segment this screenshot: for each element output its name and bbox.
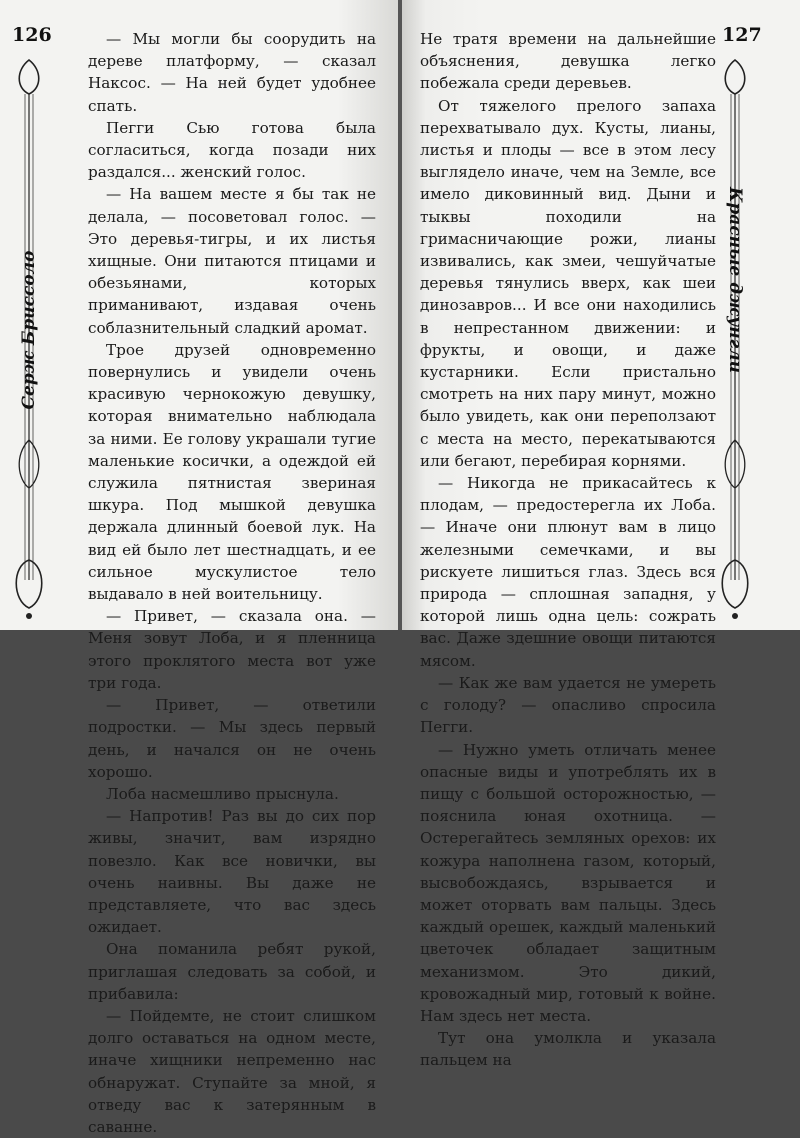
paragraph: — Привет, — ответили подростки. — Мы здесь первый день, и начался он не очень хорошо. bbox=[88, 696, 376, 781]
page-text-left bbox=[88, 28, 376, 1138]
running-title-right: Красные джунгли bbox=[725, 186, 745, 374]
paragraph: — Нужно уметь отличать менее опасные виды и употреблять их в пищу с большой осторожностью, — пояснила юная охотница. — Остерегайтесь земляных орехов: их кожура наполнена газом, который, высвобождаясь, взрывается и может оторвать вам пальцы. Здесь каждый орешек, каждый маленький цветочек обладает защитным механизмом. Это дикий, кровожадный мир, готовый к войне. Нам здесь нет места. bbox=[420, 740, 716, 1025]
paragraph: Тут она умолкла и указала пальцем на bbox=[420, 1029, 716, 1070]
ornament-border-left bbox=[8, 60, 50, 620]
paragraph: — Мы могли бы соорудить на дереве платформу, — сказал Наксос. — На ней будет удобнее спать. bbox=[88, 30, 376, 115]
paragraph: Лоба насмешливо прыснула. bbox=[106, 784, 339, 803]
paragraph: — Привет, — сказала она. — Меня зовут Лоба, и я пленница этого проклятого места вот уже три года. bbox=[88, 607, 376, 692]
paragraph: — На вашем месте я бы так не делала, — посоветовал голос. — Это деревья-тигры, и их листья хищные. Они питаются птицами и обезьянами, которых приманивают, издавая очень соблазнительный сладкий аромат. bbox=[88, 185, 376, 337]
ornament-border-right bbox=[714, 60, 756, 620]
page-number-right: 127 bbox=[722, 24, 762, 46]
paragraph: Не тратя времени на дальнейшие объяснения, девушка легко побежала среди деревьев. bbox=[420, 30, 716, 93]
page-text-right bbox=[420, 28, 716, 1072]
paragraph: От тяжелого прелого запаха перехватывало дух. Кусты, лианы, листья и плоды — все в этом лесу выглядело иначе, чем на Земле, все имело диковинный вид. Дыни и тыквы походили на гримасничающие рожи, лианы извивались, как змеи, чешуйчатые деревья тянулись вверх, как шеи динозавров... И все они находились в непрестанном движении: и фрукты, и овощи, и даже кустарники. Если пристально смотреть на них пару минут, можно было увидеть, как они переползают с места на место, перекатываются или бегают, перебирая корнями. bbox=[420, 96, 716, 470]
paragraph: — Пойдемте, не стоит слишком долго оставаться на одном месте, иначе хищники непременно нас обнаружат. Ступайте за мной, я отведу вас к затерянным в саванне. bbox=[88, 1006, 376, 1136]
paragraph: — Никогда не прикасайтесь к плодам, — предостерегла их Лоба. — Иначе они плюнут вам в лицо железными семечками, и вы рискуете лишиться глаз. Здесь вся природа — сплошная западня, у которой лишь одна цель: сожрать вас. Даже здешние овощи питаются мясом. bbox=[420, 474, 716, 670]
paragraph: — Как же вам удается не умереть с голоду? — опасливо спросила Пегги. bbox=[420, 673, 716, 737]
page-number-left: 126 bbox=[12, 24, 52, 46]
paragraph: Трое друзей одновременно повернулись и увидели очень красивую чернокожую девушку, которая внимательно наблюдала за ними. Ее голову украшали тугие маленькие косички, а одеждой ей служила пятнистая звериная шкура. Под мышкой девушка держала длинный боевой лук. На вид ей было лет шестнадцать, и ее сильное мускулистое тело выдавало в ней воительницу. bbox=[88, 340, 376, 604]
paragraph: — Напротив! Раз вы до сих пор живы, значит, вам изрядно повезло. Как все новички, вы очень наивны. Вы даже не представляете, что вас здесь ожидает. bbox=[88, 807, 376, 937]
left-page bbox=[0, 0, 398, 1136]
paragraph: Пегги Сью готова была согласиться, когда позади них раздался... женский голос. bbox=[88, 118, 376, 182]
paragraph: Она поманила ребят рукой, приглашая следовать за собой, и прибавила: bbox=[88, 940, 376, 1003]
right-page bbox=[402, 0, 800, 1070]
running-title-left: Серж Бриссоло bbox=[19, 250, 39, 410]
